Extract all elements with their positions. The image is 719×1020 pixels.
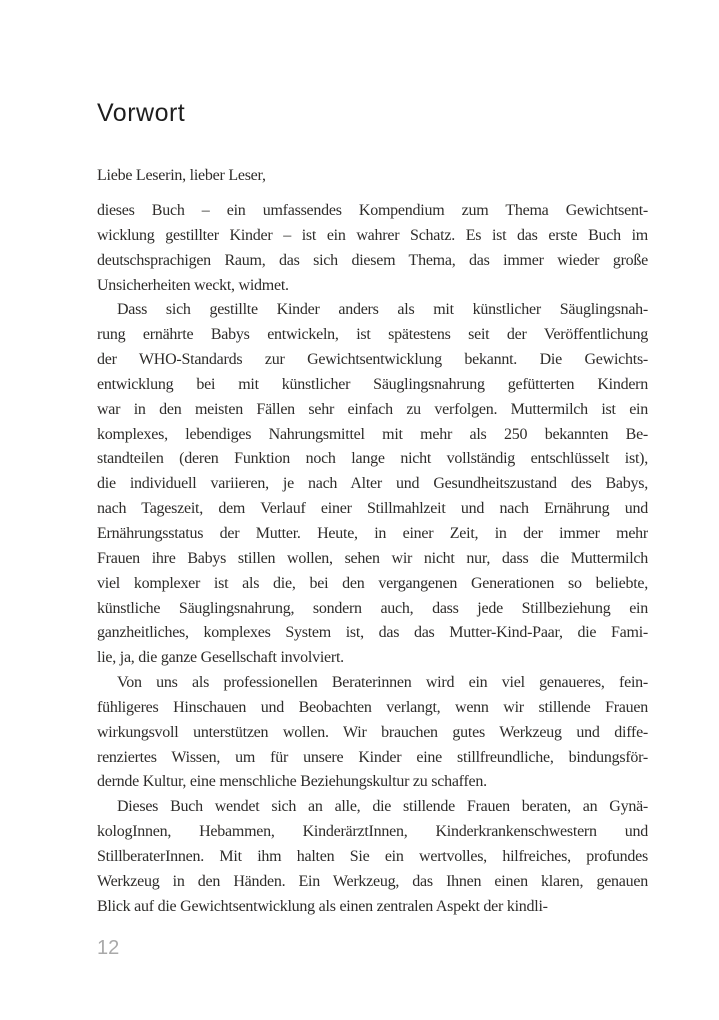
text-line: Frauen ihre Babys stillen wollen, sehen wir nicht nur, dass die Muttermilch (97, 549, 648, 567)
paragraph (97, 199, 648, 298)
text-line: kologInnen, Hebammen, KinderärztInnen, Kinderkrankenschwestern und (97, 823, 648, 841)
text-line: Dieses Buch wendet sich an alle, die stillende Frauen beraten, an Gynä- (117, 798, 648, 816)
page-number: 12 (97, 937, 120, 959)
body-text (97, 199, 648, 919)
text-line: der WHO-Standards zur Gewichtsentwicklung bekannt. Die Gewichts- (97, 351, 648, 369)
text-line: deutschsprachigen Raum, das sich diesem Thema, das immer wieder große (97, 251, 648, 269)
text-line: StillberaterInnen. Mit ihm halten Sie ein wertvolles, hilfreiches, profundes (97, 847, 648, 865)
text-line: nach Tageszeit, dem Verlauf einer Stillmahlzeit und nach Ernährung und (97, 500, 648, 518)
text-line: renziertes Wissen, um für unsere Kinder eine stillfreundliche, bindungsför- (97, 748, 648, 766)
paragraph (97, 795, 648, 919)
text-line: künstliche Säuglingsnahrung, sondern auch, dass jede Stillbeziehung ein (97, 599, 648, 617)
text-line: Dass sich gestillte Kinder anders als mit künstlicher Säuglingsnah- (117, 301, 648, 319)
paragraph (97, 298, 648, 671)
text-line: Werkzeug in den Händen. Ein Werkzeug, das Ihnen einen klaren, genauen (97, 872, 648, 890)
text-line: die individuell variieren, je nach Alter und Gesundheitszustand des Babys, (97, 475, 648, 493)
text-line: komplexes, lebendiges Nahrungsmittel mit mehr als 250 bekannten Be- (97, 425, 648, 443)
text-line: fühligeres Hinschauen und Beobachten verlangt, wenn wir stillende Frauen (97, 698, 648, 716)
text-line: war in den meisten Fällen sehr einfach zu verfolgen. Muttermilch ist ein (97, 400, 648, 418)
text-line: ganzheitliches, komplexes System ist, das das Mutter-Kind-Paar, die Fami- (97, 624, 648, 642)
text-line: viel komplexer ist als die, bei den vergangenen Generationen so beliebte, (97, 574, 648, 592)
text-line: lie, ja, die ganze Gesellschaft involviert. (97, 649, 344, 667)
text-line: wirkungsvoll unterstützen wollen. Wir brauchen gutes Werkzeug und diffe- (97, 723, 648, 741)
text-line: standteilen (deren Funktion noch lange nicht vollständig entschlüsselt ist), (97, 450, 648, 468)
text-line: Von uns als professionellen Beraterinnen wird ein viel genaueres, fein- (117, 674, 648, 692)
text-line: Ernährungsstatus der Mutter. Heute, in einer Zeit, in der immer mehr (97, 524, 648, 542)
salutation-line: Liebe Leserin, lieber Leser, (97, 167, 266, 184)
text-line: rung ernährte Babys entwickeln, ist spätestens seit der Veröffentlichung (97, 326, 648, 344)
text-line: entwicklung bei mit künstlicher Säuglingsnahrung gefütterten Kindern (97, 375, 648, 393)
text-line: Unsicherheiten weckt, widmet. (97, 276, 289, 294)
text-line: wicklung gestillter Kinder – ist ein wahrer Schatz. Es ist das erste Buch im (97, 226, 648, 244)
text-line: dieses Buch – ein umfassendes Kompendium zum Thema Gewichtsent- (97, 202, 648, 219)
page-title: Vorwort (97, 99, 186, 127)
text-line: Blick auf die Gewichtsentwicklung als einen zentralen Aspekt der kindli- (97, 897, 548, 915)
text-line: dernde Kultur, eine menschliche Beziehungskultur zu schaffen. (97, 773, 487, 791)
paragraph (97, 671, 648, 795)
